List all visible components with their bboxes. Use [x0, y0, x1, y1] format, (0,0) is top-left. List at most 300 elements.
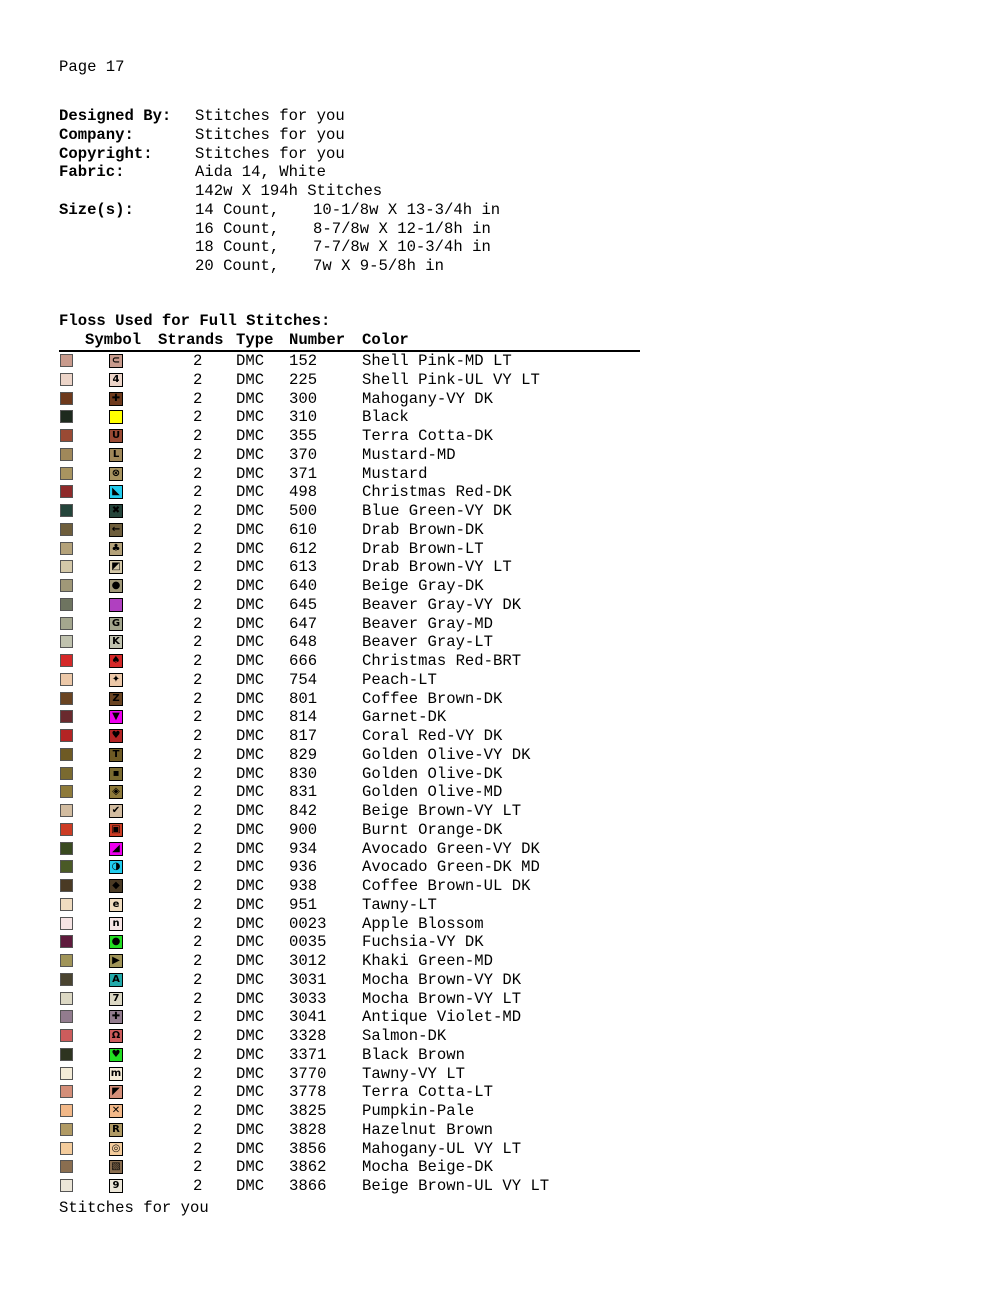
copyright-label: Copyright:	[59, 145, 153, 163]
strands-cell: 2	[193, 652, 203, 670]
table-row	[0, 971, 700, 990]
table-row	[0, 765, 700, 784]
strands-cell: 2	[193, 858, 203, 877]
size-count: 16 Count,	[195, 220, 280, 238]
strands-cell: 2	[193, 933, 203, 952]
type-cell: DMC	[236, 989, 265, 1008]
color-name-cell: Drab Brown-VY LT	[362, 558, 512, 577]
color-swatch	[60, 560, 73, 573]
number-cell: 936	[289, 858, 318, 877]
number-cell: 3041	[289, 1008, 327, 1027]
number-cell: 814	[289, 708, 318, 727]
company-label: Company:	[59, 126, 134, 144]
strands-cell: 2	[193, 464, 203, 483]
type-cell: DMC	[236, 652, 265, 670]
table-row	[0, 821, 700, 840]
strands-cell: 2	[193, 483, 203, 502]
stitch-symbol-icon: ♣	[109, 542, 123, 556]
color-name-cell: Mahogany-UL VY LT	[362, 1139, 522, 1158]
table-row	[0, 483, 700, 502]
color-swatch	[60, 1123, 73, 1136]
strands-cell: 2	[193, 970, 203, 989]
color-name-cell: Burnt Orange-DK	[362, 820, 503, 839]
number-cell: 370	[289, 445, 318, 464]
table-row	[0, 390, 700, 409]
color-swatch	[60, 1085, 73, 1098]
stitch-symbol-icon: ●	[109, 935, 123, 949]
color-swatch	[60, 654, 73, 667]
color-swatch	[60, 1104, 73, 1117]
color-swatch	[60, 954, 73, 967]
size-count: 18 Count,	[195, 238, 280, 256]
number-cell: 3371	[289, 1045, 327, 1064]
size-dimensions: 7-7/8w X 10-3/4h in	[313, 238, 491, 256]
stitch-symbol-icon: T	[109, 748, 123, 762]
type-cell: DMC	[236, 520, 265, 539]
table-row	[0, 858, 700, 877]
table-row	[0, 840, 700, 859]
number-cell: 0035	[289, 933, 327, 952]
strands-cell: 2	[193, 783, 203, 802]
color-swatch	[60, 579, 73, 592]
type-cell: DMC	[236, 502, 265, 520]
strands-cell: 2	[193, 895, 203, 914]
stitch-symbol-icon: Ω	[109, 1029, 123, 1043]
color-swatch	[60, 504, 73, 517]
color-swatch	[60, 1010, 73, 1023]
number-cell: 754	[289, 670, 318, 689]
table-row	[0, 1008, 700, 1027]
table-row	[0, 577, 700, 596]
table-row	[0, 952, 700, 971]
number-cell: 152	[289, 352, 318, 370]
color-swatch	[60, 467, 73, 480]
color-swatch	[60, 1067, 73, 1080]
table-row	[0, 746, 700, 765]
number-cell: 3031	[289, 970, 327, 989]
strands-cell: 2	[193, 445, 203, 464]
stitch-symbol-icon: 4	[109, 373, 123, 387]
number-cell: 951	[289, 895, 318, 914]
color-name-cell: Terra Cotta-LT	[362, 1083, 494, 1102]
stitch-symbol-icon: ♥	[109, 729, 123, 743]
number-cell: 355	[289, 427, 318, 445]
strands-cell: 2	[193, 820, 203, 839]
color-name-cell: Pumpkin-Pale	[362, 1102, 475, 1120]
table-row	[0, 783, 700, 802]
table-row	[0, 708, 700, 727]
strands-cell: 2	[193, 633, 203, 652]
type-cell: DMC	[236, 858, 265, 877]
type-cell: DMC	[236, 1027, 265, 1045]
strands-cell: 2	[193, 989, 203, 1008]
type-cell: DMC	[236, 1045, 265, 1064]
table-row	[0, 690, 700, 709]
color-swatch	[60, 860, 73, 873]
stitch-symbol-icon: ✚	[109, 1010, 123, 1024]
strands-cell: 2	[193, 802, 203, 820]
strands-cell: 2	[193, 520, 203, 539]
stitch-symbol-icon: ◆	[109, 879, 123, 893]
color-swatch	[60, 523, 73, 536]
number-cell: 3012	[289, 952, 327, 970]
stitch-symbol-icon: ✚	[109, 392, 123, 406]
size-dimensions: 7w X 9-5/8h in	[313, 257, 445, 275]
color-name-cell: Golden Olive-MD	[362, 783, 503, 802]
color-name-cell: Fuchsia-VY DK	[362, 933, 484, 952]
number-cell: 647	[289, 614, 318, 633]
strands-cell: 2	[193, 1027, 203, 1045]
stitch-symbol-icon: ●	[109, 579, 123, 593]
stitch-symbol-icon: ✖	[109, 504, 123, 518]
type-cell: DMC	[236, 539, 265, 558]
color-name-cell: Beaver Gray-LT	[362, 633, 494, 652]
table-row	[0, 915, 700, 934]
number-cell: 310	[289, 408, 318, 427]
stitch-symbol-icon: ✦	[109, 673, 123, 687]
type-cell: DMC	[236, 970, 265, 989]
stitch-symbol-icon: U	[109, 429, 123, 443]
color-swatch	[60, 804, 73, 817]
fabric-value: Aida 14, White	[195, 163, 327, 181]
strands-cell: 2	[193, 1064, 203, 1083]
color-name-cell: Khaki Green-MD	[362, 952, 494, 970]
strands-cell: 2	[193, 1177, 203, 1195]
table-row	[0, 1158, 700, 1177]
table-row	[0, 521, 700, 540]
column-header-strands: Strands	[158, 331, 224, 349]
column-header-symbol: Symbol	[85, 331, 142, 349]
color-name-cell: Salmon-DK	[362, 1027, 447, 1045]
stitch-symbol-icon: n	[109, 917, 123, 931]
type-cell: DMC	[236, 614, 265, 633]
color-swatch	[60, 392, 73, 405]
number-cell: 3778	[289, 1083, 327, 1102]
color-name-cell: Avocado Green-VY DK	[362, 839, 540, 858]
table-row	[0, 596, 700, 615]
strands-cell: 2	[193, 427, 203, 445]
color-swatch	[60, 1142, 73, 1155]
strands-cell: 2	[193, 1158, 203, 1177]
number-cell: 3828	[289, 1120, 327, 1139]
type-cell: DMC	[236, 1177, 265, 1195]
color-name-cell: Mocha Brown-VY LT	[362, 989, 522, 1008]
color-name-cell: Beige Brown-UL VY LT	[362, 1177, 550, 1195]
table-row	[0, 465, 700, 484]
stitch-symbol-icon: ✔	[109, 804, 123, 818]
table-row	[0, 446, 700, 465]
designed-by-value: Stitches for you	[195, 107, 345, 125]
table-row	[0, 933, 700, 952]
table-row	[0, 896, 700, 915]
color-name-cell: Shell Pink-MD LT	[362, 352, 512, 370]
color-name-cell: Drab Brown-DK	[362, 520, 484, 539]
table-row	[0, 727, 700, 746]
type-cell: DMC	[236, 483, 265, 502]
copyright-value: Stitches for you	[195, 145, 345, 163]
color-name-cell: Christmas Red-DK	[362, 483, 512, 502]
number-cell: 938	[289, 877, 318, 895]
color-name-cell: Avocado Green-DK MD	[362, 858, 540, 877]
color-name-cell: Tawny-VY LT	[362, 1064, 465, 1083]
color-name-cell: Hazelnut Brown	[362, 1120, 494, 1139]
strands-cell: 2	[193, 914, 203, 933]
footer-text: Stitches for you	[59, 1199, 209, 1217]
color-swatch	[60, 542, 73, 555]
company-value: Stitches for you	[195, 126, 345, 144]
number-cell: 3866	[289, 1177, 327, 1195]
strands-cell: 2	[193, 727, 203, 745]
color-swatch	[60, 898, 73, 911]
color-swatch	[60, 354, 73, 367]
strands-cell: 2	[193, 952, 203, 970]
stitch-symbol-icon: K	[109, 635, 123, 649]
color-swatch	[60, 1179, 73, 1192]
strands-cell: 2	[193, 408, 203, 427]
number-cell: 498	[289, 483, 318, 502]
strands-cell: 2	[193, 1102, 203, 1120]
color-name-cell: Mustard-MD	[362, 445, 456, 464]
number-cell: 3856	[289, 1139, 327, 1158]
color-swatch	[60, 785, 73, 798]
table-row	[0, 802, 700, 821]
table-row	[0, 633, 700, 652]
color-swatch	[60, 410, 73, 423]
color-swatch	[60, 1160, 73, 1173]
type-cell: DMC	[236, 783, 265, 802]
strands-cell: 2	[193, 670, 203, 689]
type-cell: DMC	[236, 1008, 265, 1027]
strands-cell: 2	[193, 389, 203, 408]
color-swatch	[60, 767, 73, 780]
stitch-symbol-icon: ←	[109, 523, 123, 537]
table-row	[0, 652, 700, 671]
color-swatch	[60, 617, 73, 630]
number-cell: 3770	[289, 1064, 327, 1083]
color-swatch	[60, 1048, 73, 1061]
stitch-symbol-icon	[109, 598, 123, 612]
type-cell: DMC	[236, 427, 265, 445]
color-swatch	[60, 917, 73, 930]
strands-cell: 2	[193, 558, 203, 577]
size-dimensions: 8-7/8w X 12-1/8h in	[313, 220, 491, 238]
type-cell: DMC	[236, 633, 265, 652]
column-header-number: Number	[289, 331, 346, 349]
number-cell: 666	[289, 652, 318, 670]
type-cell: DMC	[236, 764, 265, 783]
stitch-symbol-icon: ▧	[109, 1160, 123, 1174]
color-name-cell: Antique Violet-MD	[362, 1008, 522, 1027]
strands-cell: 2	[193, 1083, 203, 1102]
type-cell: DMC	[236, 1064, 265, 1083]
number-cell: 612	[289, 539, 318, 558]
stitch-symbol-icon: 9	[109, 1179, 123, 1193]
type-cell: DMC	[236, 820, 265, 839]
color-name-cell: Beaver Gray-VY DK	[362, 595, 522, 614]
color-swatch	[60, 823, 73, 836]
number-cell: 830	[289, 764, 318, 783]
color-swatch	[60, 673, 73, 686]
type-cell: DMC	[236, 727, 265, 745]
type-cell: DMC	[236, 352, 265, 370]
column-header-type: Type	[236, 331, 274, 349]
number-cell: 225	[289, 370, 318, 389]
stitch-symbol-icon	[109, 410, 123, 424]
fabric-label: Fabric:	[59, 163, 125, 181]
strands-cell: 2	[193, 370, 203, 389]
color-swatch	[60, 935, 73, 948]
table-row	[0, 990, 700, 1009]
stitch-symbol-icon: ◩	[109, 560, 123, 574]
color-swatch	[60, 448, 73, 461]
strands-cell: 2	[193, 689, 203, 708]
number-cell: 500	[289, 502, 318, 520]
number-cell: 3033	[289, 989, 327, 1008]
color-swatch	[60, 879, 73, 892]
strands-cell: 2	[193, 764, 203, 783]
color-name-cell: Golden Olive-DK	[362, 764, 503, 783]
number-cell: 613	[289, 558, 318, 577]
table-row	[0, 502, 700, 521]
stitch-symbol-icon: ◤	[109, 1085, 123, 1099]
number-cell: 801	[289, 689, 318, 708]
color-name-cell: Black Brown	[362, 1045, 465, 1064]
number-cell: 817	[289, 727, 318, 745]
number-cell: 300	[289, 389, 318, 408]
table-row	[0, 408, 700, 427]
strands-cell: 2	[193, 614, 203, 633]
table-row	[0, 877, 700, 896]
color-name-cell: Golden Olive-VY DK	[362, 745, 531, 764]
stitch-symbol-icon: ▪	[109, 767, 123, 781]
number-cell: 934	[289, 839, 318, 858]
strands-cell: 2	[193, 877, 203, 895]
stitch-count: 142w X 194h Stitches	[195, 182, 383, 200]
strands-cell: 2	[193, 1008, 203, 1027]
table-row	[0, 352, 700, 371]
color-swatch	[60, 992, 73, 1005]
strands-cell: 2	[193, 745, 203, 764]
number-cell: 0023	[289, 914, 327, 933]
strands-cell: 2	[193, 708, 203, 727]
type-cell: DMC	[236, 745, 265, 764]
table-row	[0, 1083, 700, 1102]
stitch-symbol-icon: ✕	[109, 1104, 123, 1118]
type-cell: DMC	[236, 445, 265, 464]
strands-cell: 2	[193, 1120, 203, 1139]
type-cell: DMC	[236, 933, 265, 952]
table-row	[0, 1065, 700, 1084]
color-name-cell: Coffee Brown-UL DK	[362, 877, 531, 895]
stitch-symbol-icon: ◎	[109, 1142, 123, 1156]
table-row	[0, 1140, 700, 1159]
type-cell: DMC	[236, 877, 265, 895]
stitch-symbol-icon: ♠	[109, 654, 123, 668]
strands-cell: 2	[193, 352, 203, 370]
strands-cell: 2	[193, 1139, 203, 1158]
strands-cell: 2	[193, 839, 203, 858]
color-name-cell: Coral Red-VY DK	[362, 727, 503, 745]
stitch-symbol-icon: e	[109, 898, 123, 912]
strands-cell: 2	[193, 502, 203, 520]
column-header-color: Color	[362, 331, 409, 349]
type-cell: DMC	[236, 708, 265, 727]
color-swatch	[60, 1029, 73, 1042]
stitch-symbol-icon: ▣	[109, 823, 123, 837]
color-name-cell: Beaver Gray-MD	[362, 614, 494, 633]
section-title: Floss Used for Full Stitches:	[59, 312, 331, 330]
number-cell: 842	[289, 802, 318, 820]
table-row	[0, 1046, 700, 1065]
number-cell: 645	[289, 595, 318, 614]
page-number: Page 17	[59, 58, 125, 76]
color-name-cell: Mocha Brown-VY DK	[362, 970, 522, 989]
stitch-symbol-icon: L	[109, 448, 123, 462]
number-cell: 829	[289, 745, 318, 764]
color-swatch	[60, 635, 73, 648]
table-row	[0, 427, 700, 446]
type-cell: DMC	[236, 577, 265, 595]
type-cell: DMC	[236, 689, 265, 708]
color-swatch	[60, 710, 73, 723]
type-cell: DMC	[236, 595, 265, 614]
color-name-cell: Blue Green-VY DK	[362, 502, 512, 520]
type-cell: DMC	[236, 389, 265, 408]
type-cell: DMC	[236, 952, 265, 970]
number-cell: 610	[289, 520, 318, 539]
number-cell: 900	[289, 820, 318, 839]
number-cell: 3825	[289, 1102, 327, 1120]
color-name-cell: Christmas Red-BRT	[362, 652, 522, 670]
stitch-symbol-icon: ♥	[109, 1048, 123, 1062]
table-row	[0, 1027, 700, 1046]
type-cell: DMC	[236, 370, 265, 389]
color-swatch	[60, 748, 73, 761]
color-name-cell: Shell Pink-UL VY LT	[362, 370, 540, 389]
stitch-symbol-icon: ⊂	[109, 354, 123, 368]
color-name-cell: Apple Blossom	[362, 914, 484, 933]
type-cell: DMC	[236, 914, 265, 933]
strands-cell: 2	[193, 595, 203, 614]
type-cell: DMC	[236, 464, 265, 483]
size-count: 14 Count,	[195, 201, 280, 219]
designed-by-label: Designed By:	[59, 107, 172, 125]
table-row	[0, 540, 700, 559]
number-cell: 371	[289, 464, 318, 483]
stitch-symbol-icon: 7	[109, 992, 123, 1006]
stitch-symbol-icon: ◈	[109, 785, 123, 799]
table-row	[0, 1102, 700, 1121]
type-cell: DMC	[236, 839, 265, 858]
type-cell: DMC	[236, 802, 265, 820]
stitch-symbol-icon: ◑	[109, 860, 123, 874]
color-name-cell: Mahogany-VY DK	[362, 389, 494, 408]
stitch-symbol-icon: ◣	[109, 485, 123, 499]
stitch-symbol-icon: ▼	[109, 710, 123, 724]
table-row	[0, 1177, 700, 1196]
type-cell: DMC	[236, 1139, 265, 1158]
type-cell: DMC	[236, 1102, 265, 1120]
type-cell: DMC	[236, 408, 265, 427]
type-cell: DMC	[236, 1158, 265, 1177]
stitch-symbol-icon: A	[109, 973, 123, 987]
table-row	[0, 615, 700, 634]
table-row	[0, 371, 700, 390]
color-name-cell: Tawny-LT	[362, 895, 437, 914]
type-cell: DMC	[236, 895, 265, 914]
stitch-symbol-icon: G	[109, 617, 123, 631]
stitch-symbol-icon: ◢	[109, 842, 123, 856]
